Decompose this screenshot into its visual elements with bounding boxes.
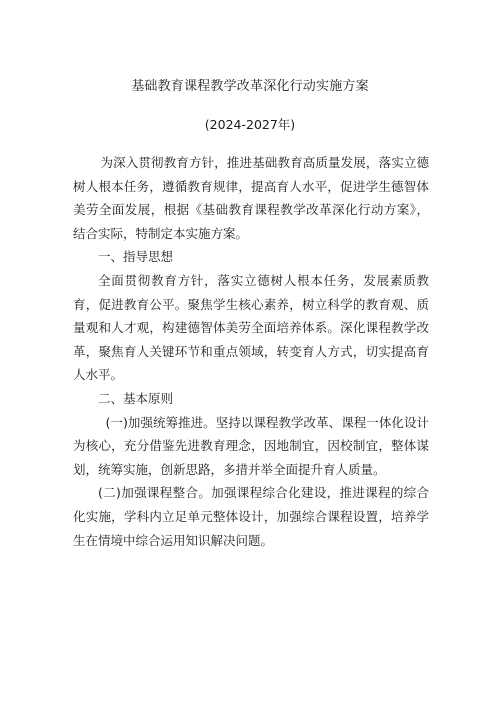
principle-paragraph-1: (一)加强统筹推进。坚持以课程教学改革、课程一体化设计为核心，充分借鉴先进教育理念，因地制宜，因校制宜，整体谋划，统筹实施，创新思路，多措并举全面提升育人质量。	[73, 414, 429, 477]
document-title: 基础教育课程教学改革深化行动实施方案	[131, 79, 369, 94]
section-heading-basic-principles: 二、基本原则	[98, 390, 174, 406]
section-heading-guiding-thought: 一、指导思想	[98, 249, 174, 265]
guiding-thought-paragraph: 全面贯彻教育方针，落实立德树人根本任务，发展素质教育，促进教育公平。聚焦学生核心素养，树立科学的教育观、质量观和人才观，构建德智体美劳全面培养体系。深化课程教学改革，聚焦育人关键环节和重点领域，转变育人方式，切实提高育人水平。	[73, 272, 429, 383]
document-subtitle: (2024-2027年)	[204, 117, 296, 132]
intro-paragraph: 为深入贯彻教育方针，推进基础教育高质量发展，落实立德树人根本任务，遵循教育规律，提高育人水平，促进学生德智体美劳全面发展，根据《基础教育课程教学改革深化行动方案》，结合实际，特制定本实施方案。	[73, 155, 429, 241]
principle-paragraph-2: (二)加强课程整合。加强课程综合化建设，推进课程的综合化实施，学科内立足单元整体设计，加强综合课程设置，培养学生在情境中综合运用知识解决问题。	[73, 485, 429, 548]
document-body	[73, 151, 429, 552]
